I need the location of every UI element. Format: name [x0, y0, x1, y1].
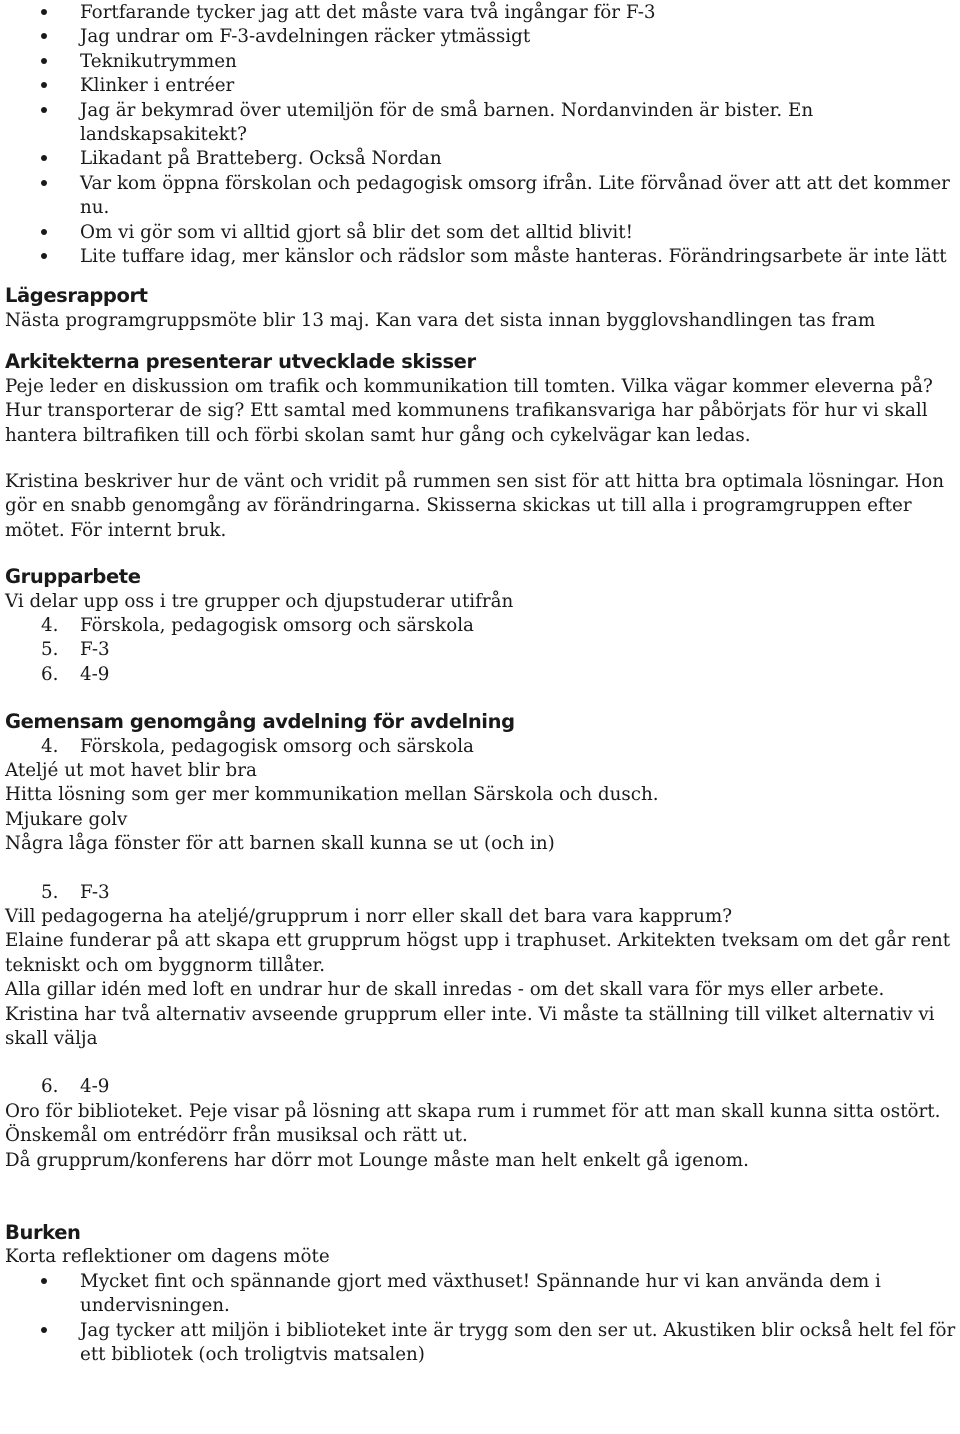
- list-number: 6.: [41, 663, 59, 685]
- grupparbete-heading: Grupparbete: [5, 565, 141, 589]
- list-item: [5, 1075, 960, 1099]
- list-item: [5, 638, 960, 662]
- list-item: [5, 614, 960, 638]
- group-6-line: Önskemål om entrédörr från musiksal och rätt ut.: [5, 1125, 468, 1147]
- list-item: Teknikutrymmen: [5, 50, 960, 74]
- group-5-title: [5, 881, 960, 905]
- list-item: Likadant på Bratteberg. Också Nordan: [5, 147, 960, 171]
- group-6-line: Oro för biblioteket. Peje visar på lösning att skapa rum i rummet för att man skall kunna sitta ostört.: [5, 1100, 941, 1122]
- group-4-line: Mjukare golv: [5, 808, 128, 830]
- list-item: Var kom öppna förskolan och pedagogisk omsorg ifrån. Lite förvånad över att att det kommer nu.: [5, 172, 960, 221]
- list-item: [5, 735, 960, 759]
- group-5-line: Vill pedagogerna ha ateljé/grupprum i norr eller skall det bara vara kapprum?: [5, 906, 733, 927]
- lagesrapport-heading: Lägesrapport: [5, 284, 148, 308]
- burken-intro: Korta reflektioner om dagens möte: [5, 1246, 330, 1268]
- group-4-line: Ateljé ut mot havet blir bra: [5, 759, 257, 781]
- list-item-text: F-3: [80, 639, 110, 661]
- list-number: 4.: [41, 735, 59, 757]
- arkitekterna-heading: Arkitekterna presenterar utvecklade skisser: [5, 350, 476, 374]
- intro-bullet-list: [5, 1, 960, 269]
- list-number: 6.: [41, 1076, 59, 1098]
- group-5-line: Elaine funderar på att skapa ett grupprum högst upp i traphuset. Arkitekten tveksam om det går rent tekniskt och om byggnorm tillåter.: [5, 930, 951, 976]
- lagesrapport-text: Nästa programgruppsmöte blir 13 maj. Kan vara det sista innan bygglovshandlingen tas fram: [5, 309, 876, 331]
- list-item-text: Förskola, pedagogisk omsorg och särskola: [80, 614, 474, 636]
- list-item-text: 4-9: [80, 663, 110, 685]
- list-item: Jag är bekymrad över utemiljön för de små barnen. Nordanvinden är bister. En landskapsakitekt?: [5, 99, 960, 148]
- burken-heading: Burken: [5, 1221, 81, 1245]
- group-6-line: Då grupprum/konferens har dörr mot Lounge måste man helt enkelt gå igenom.: [5, 1149, 749, 1171]
- list-item-text: 4-9: [80, 1076, 110, 1098]
- gemensam-heading: Gemensam genomgång avdelning för avdelning: [5, 710, 515, 734]
- arkitekterna-paragraph-1: Peje leder en diskussion om trafik och kommunikation till tomten. Vilka vägar kommer eleverna på? Hur transporterar de sig? Ett samtal med kommunens trafikansvariga har påbörjats för hur vi skall hantera biltrafiken till och förbi skolan samt hur gång och cykelvägar kan ledas.: [5, 375, 933, 446]
- group-4-line: Hitta lösning som ger mer kommunikation mellan Särskola och dusch.: [5, 784, 659, 806]
- list-item: Jag undrar om F-3-avdelningen räcker ytmässigt: [5, 25, 960, 49]
- grupparbete-intro: Vi delar upp oss i tre grupper och djupstuderar utifrån: [5, 590, 514, 612]
- list-item-text: Förskola, pedagogisk omsorg och särskola: [80, 735, 474, 757]
- arkitekterna-paragraph-2: Kristina beskriver hur de vänt och vridit på rummen sen sist för att hitta bra optimala lösningar. Hon gör en snabb genomgång av förändringarna. Skisserna skickas ut till alla i programgruppen efter mötet. För internt bruk.: [5, 470, 945, 541]
- list-item: Mycket fint och spännande gjort med växthuset! Spännande hur vi kan använda dem i undervisningen.: [5, 1270, 960, 1319]
- group-5-line: Kristina har två alternativ avseende grupprum eller inte. Vi måste ta ställning till vilket alternativ vi skall välja: [5, 1003, 935, 1050]
- list-item: Om vi gör som vi alltid gjort så blir det som det alltid blivit!: [5, 221, 960, 245]
- list-item-text: F-3: [80, 881, 110, 903]
- list-item: [5, 663, 960, 687]
- list-item: Lite tuffare idag, mer känslor och rädslor som måste hanteras. Förändringsarbete är inte lätt: [5, 245, 960, 269]
- list-number: 5.: [41, 881, 59, 903]
- group-5-line: Alla gillar idén med loft en undrar hur de skall inredas - om det skall vara för mys eller arbete.: [5, 979, 885, 1001]
- list-number: 4.: [41, 614, 59, 636]
- group-6-title: [5, 1075, 960, 1099]
- list-item: Jag tycker att miljön i biblioteket inte är trygg som den ser ut. Akustiken blir också helt fel för ett bibliotek (och troligtvis matsalen): [5, 1319, 960, 1368]
- group-4-title: [5, 735, 960, 759]
- group-4-line: Några låga fönster för att barnen skall kunna se ut (och in): [5, 833, 555, 855]
- list-item: Klinker i entréer: [5, 74, 960, 98]
- burken-bullet-list: [5, 1270, 960, 1368]
- grupparbete-list: [5, 614, 960, 687]
- list-number: 5.: [41, 639, 59, 661]
- list-item: Fortfarande tycker jag att det måste vara två ingångar för F-3: [5, 1, 960, 25]
- list-item: [5, 881, 960, 905]
